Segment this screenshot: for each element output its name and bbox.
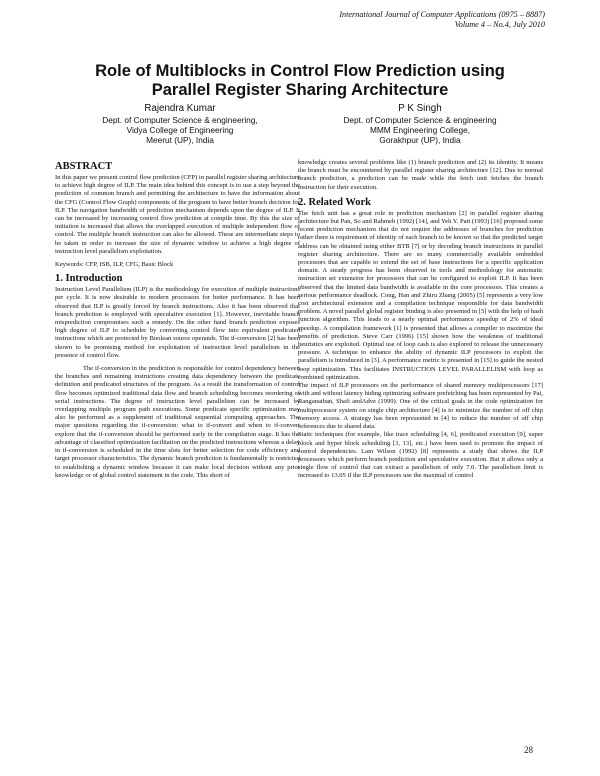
title-line-1: Role of Multiblocks in Control Flow Prediction using	[95, 62, 505, 80]
title-line-2: Parallel Register Sharing Architecture	[151, 81, 449, 99]
keywords: Keywords: CFP, ISB, ILP, CFG, Basic Block	[55, 261, 174, 269]
abstract-heading: ABSTRACT	[55, 161, 113, 172]
left-column	[55, 160, 300, 480]
author-dept: Dept. of Computer Science & engineering,	[102, 115, 258, 125]
related-work-paragraph-2: The impact of ILP processors on the performance of shared memory multiprocessors [17] with and without latency hiding optimizing software prefetching has been represented by Pai, Ranganathan, Shafi andAdve (1999). One of the critical goals in the code optimization for multiprocessor system on single chip architecture [4] is to minimize the number of off chip memory access. A strategy has been represented in [4] to reduce the number of off chip references due to shared data.	[298, 382, 543, 431]
author-name: P K Singh	[398, 103, 442, 114]
author-college: MMM Engineering College,	[369, 125, 471, 135]
intro-continuation: knowledge creates several problems like (1) branch prediction and (2) its identity. It means the branch must be encountered by parallel register sharing architecture [12]. Due to normal branch prediction, a prediction can be made while the fetch unit fetches the branch instruction for their execution.	[298, 159, 543, 191]
author-dept: Dept. of Computer Science & engineering	[343, 115, 497, 125]
journal-header	[339, 10, 545, 30]
paper-title	[40, 62, 560, 100]
page-number: 28	[524, 745, 533, 755]
author-location: Gorakhpur (UP), India	[379, 135, 461, 145]
author-1	[60, 103, 300, 145]
author-location: Meerut (UP), India	[146, 135, 214, 145]
author-name: Rajendra Kumar	[144, 103, 216, 114]
author-2	[300, 103, 540, 145]
abstract-text: In this paper we present control flow prediction (CFP) in parallel register sharing architecture to achieve high degree of ILP. The main idea behind this concept is to use a step beyond the prediction of common branch and permitting the architecture to have the information about the CFG (Control Flow Graph) components of the program to have better branch decision for ILP. The navigation bandwidth of prediction mechanism depends upon the degree of ILP. It can be increased by increasing control flow prediction at compile time. By this the size of initiation is increased that allows the overlapped execution of multiple independent flow of control. The multiple branch instruction can also be allowed. These are intermediate steps to be taken in order to increase the size of dynamic window to achieve a high degree of instruction level parallelism exploitation.	[55, 174, 300, 255]
journal-volume: Volume 4 – No.4, July 2010	[454, 20, 545, 29]
intro-paragraph-1: Instruction Level Parallelism (ILP) is the methodology for execution of multiple instructions per cycle. It is now desirable to modern processors for better performance. It has been observed that ILP is greatly forced by branch instructions. Also it has been observed that branch prediction is employed with speculative execution [1]. However, inevitable branch misprediction compromises such a remedy. On the other hand branch prediction exposes high degree of ILP to scheduler by converting control flow into equivalent predicated instructions which are protected by Boolean source operands. The if-conversion [2] has been shown to be promising method for exploitation of instruction level parallelism in the presence of control flow.	[55, 286, 300, 359]
right-column	[298, 159, 543, 481]
related-work-paragraph-3: Static techniques (for example, like trace scheduling [4, 6], predicated execution [9], super block and hyper block scheduling [3, 13], etc.) have been used to promote the impact of control dependencies. Lam Wilson (1992) [8] represents a study that shows the ILP processors which perform branch prediction and speculative execution. But it allows only a single flow of control that can extract a parallelism of only 7.0. The parallelism limit is increased to 13.05 if the ILP processors use the maximal of control	[298, 431, 543, 480]
intro-paragraph-2: The if-conversion in the prediction is responsible for control dependency between the branches and remaining instructions creating data dependency between the predicate definition and predicated structures of the program. As a result the transformation of control flow becomes optimized traditional data flow and branch scheduling becomes reordering of serial instructions. The degree of instruction level parallelism can be increased by overlapping multiple program path executions. Some predicate specific optimization may also be performed as a supplement of traditional sequential computing approaches. The major questions regarding the if-conversion: what to if-convert and when to if-convert explore that the if-conversion should be performed early in the compilation stage. It has the advantage of classified optimization facilitation on the predicted instructions whereas a delay in if-conversion is scheduled in the time slots for better selection for code efficiency and target processor characteristics. The dynamic branch prediction is fundamentally is restricted to establishing a dynamic window because it can make local decision without any prior knowledge or of global control statement in the code. This short of	[55, 365, 300, 479]
related-work-paragraph-1: The fetch unit has a great role in prediction mechanism [2] in parallel register sharing architecture but Pan, So and Rahmeh (1992) [14], and Yeh Y. Patt (1993) [16] proposed some recent prediction mechanism that do not require the addresses of branches for prediction rather there is requirement of identity of each branch to be known so that the predicted target address can be obtained using either BTB [7] or by decoding branch instructions in parallel register sharing architecture. There are so many commercially available embedded processors that are capable to extend the set of base instructions for a specific application domain. A steady progress has been observed in tools and methodology for automatic instruction set extension for processors that can be configured to exploit ILP. It has been observed that the limited data bandwidth is available in the core processors. This creates a serious performance deadlock. Cong, Han and Zhiru Zhang (2005) [5] represents a very low cost architectural extension and a compilation technique responsible for data bandwidth problem. A novel parallel global register binding is also presented in [5] with the help of hash function algorithm. This leads to a nearly optimal performance speedup of 2% of ideal speedup. A compilation framework [1] is presented that allows a compiler to maximize the benefits of prediction. Steve Carr (1996) [15] shown how the weakness of traditional heuristics are exploited. Optimal use of loop cash is also explored to release the unnecessary pressure. A technique to enhance the ability of dynamic ILP processors to exploit the parallelism is introduced in [3]. A performance metric is presented in [15] to guide the nested loop optimization. This facilitates INSTRUCTION LEVEL PARALLELISM with loop as combined optimization.	[298, 209, 543, 381]
intro-heading: 1. Introduction	[55, 273, 123, 285]
author-college: Vidya College of Engineering	[126, 125, 234, 135]
journal-name: International Journal of Computer Applications (0975 – 8887)	[339, 10, 545, 19]
related-work-heading: 2. Related Work	[298, 196, 372, 208]
